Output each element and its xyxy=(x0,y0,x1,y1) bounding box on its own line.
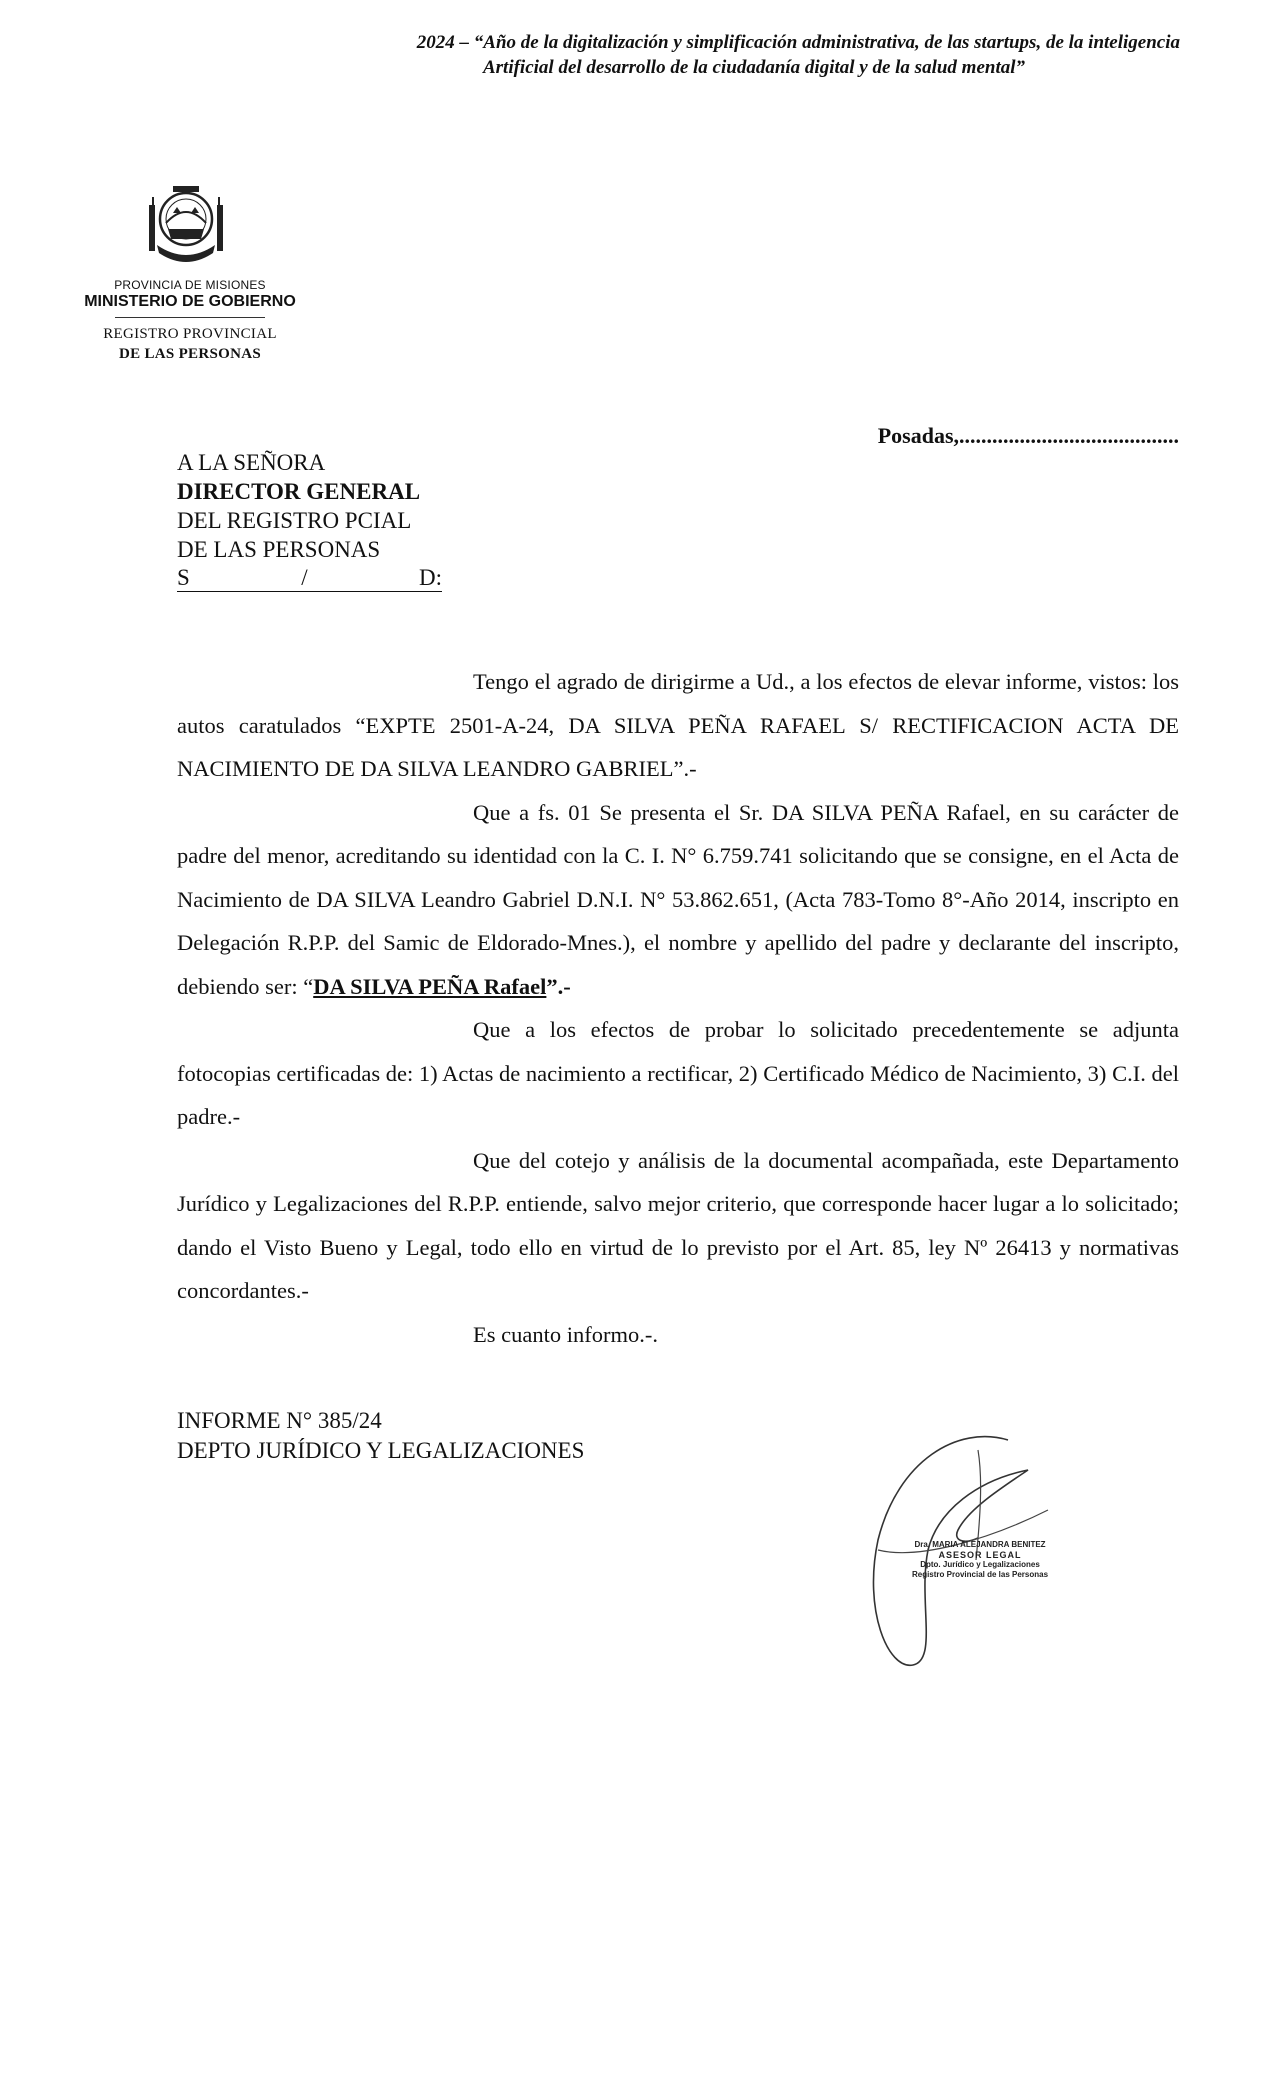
paragraph-2-end: ”.- xyxy=(546,973,571,999)
report-footer xyxy=(177,1406,584,1466)
org-divider xyxy=(115,317,265,318)
signature-stamp xyxy=(900,1540,1060,1580)
paragraph-2-text: Que a fs. 01 Se presenta el Sr. DA SILVA PEÑA Rafael, en su carácter de padre del menor, acreditando su identidad con la C. I. N° 6.759.741 solicitando que se consigne, en el Acta de Nacimiento de DA SILVA Leandro Gabriel D.N.I. N° 53.862.651, (Acta 783-Tomo 8°-Año 2014, inscripto en Delegación R.P.P. del Samic de Eldorado-Mnes.), el nombre y apellido del padre y declarante del inscripto, debiendo ser: “ xyxy=(177,799,1179,999)
registry-line-2: DE LAS PERSONAS xyxy=(118,346,262,362)
report-number: INFORME N° 385/24 xyxy=(177,1408,382,1433)
place-date: Posadas,........................................ xyxy=(877,423,1179,448)
organization-block xyxy=(70,278,310,364)
sd-slash: / xyxy=(301,565,308,590)
sd-s: S xyxy=(177,565,190,590)
registry-line-1: REGISTRO PROVINCIAL xyxy=(103,326,277,342)
motto-line-1: 2024 – “Año de la digitalización y simplificación administrativa, de las startups, de la inteligencia xyxy=(416,32,1180,53)
addressee-line-1: A LA SEÑORA xyxy=(177,450,326,475)
addressee-block xyxy=(177,448,442,592)
paragraph-5: Es cuanto informo.-. xyxy=(473,1321,658,1347)
motto-line-2: Artificial del desarrollo de la ciudadanía digital y de la salud mental” xyxy=(482,57,1025,78)
paragraph-4: Que del cotejo y análisis de la documental acompañada, este Departamento Jurídico y Legalizaciones del R.P.P. entiende, salvo mejor criterio, que corresponde hacer lugar a lo solicitado; dando el Visto Bueno y Legal, todo ello en virtud de lo previsto por el Art. 85, ley Nº 26413 y normativas concordantes.- xyxy=(177,1147,1179,1303)
addressee-line-2: DIRECTOR GENERAL xyxy=(177,479,421,504)
department-name: DEPTO JURÍDICO Y LEGALIZACIONES xyxy=(177,1438,585,1463)
stamp-dept: Dpto. Jurídico y Legalizaciones xyxy=(920,1560,1040,1569)
stamp-registry: Registro Provincial de las Personas xyxy=(911,1570,1049,1579)
header-motto xyxy=(180,30,1180,80)
province-name: PROVINCIA DE MISIONES xyxy=(114,278,266,292)
su-despacho xyxy=(177,564,442,592)
stamp-title: ASESOR LEGAL xyxy=(938,1550,1022,1560)
stamp-name: Dra. MARIA ALEJANDRA BENITEZ xyxy=(914,1540,1046,1549)
paragraph-3: Que a los efectos de probar lo solicitado precedentemente se adjunta fotocopias certificadas de: 1) Actas de nacimiento a rectificar, 2) Certificado Médico de Nacimiento, 3) C.I. del padre.- xyxy=(177,1017,1179,1129)
ministry-name: MINISTERIO DE GOBIERNO xyxy=(84,293,296,310)
paragraph-2-name: DA SILVA PEÑA Rafael xyxy=(313,973,547,999)
sd-d: D: xyxy=(419,565,442,590)
addressee-line-3: DEL REGISTRO PCIAL xyxy=(177,508,412,533)
province-crest-icon xyxy=(143,183,229,271)
paragraph-1: Tengo el agrado de dirigirme a Ud., a los efectos de elevar informe, vistos: los autos caratulados “EXPTE 2501-A-24, DA SILVA PEÑA RAFAEL S/ RECTIFICACION ACTA DE NACIMIENTO DE DA SILVA LEANDRO GABRIEL”.- xyxy=(177,669,1179,781)
report-body xyxy=(177,660,1179,1356)
paragraph-2 xyxy=(177,791,1179,1009)
addressee-line-4: DE LAS PERSONAS xyxy=(177,537,381,562)
